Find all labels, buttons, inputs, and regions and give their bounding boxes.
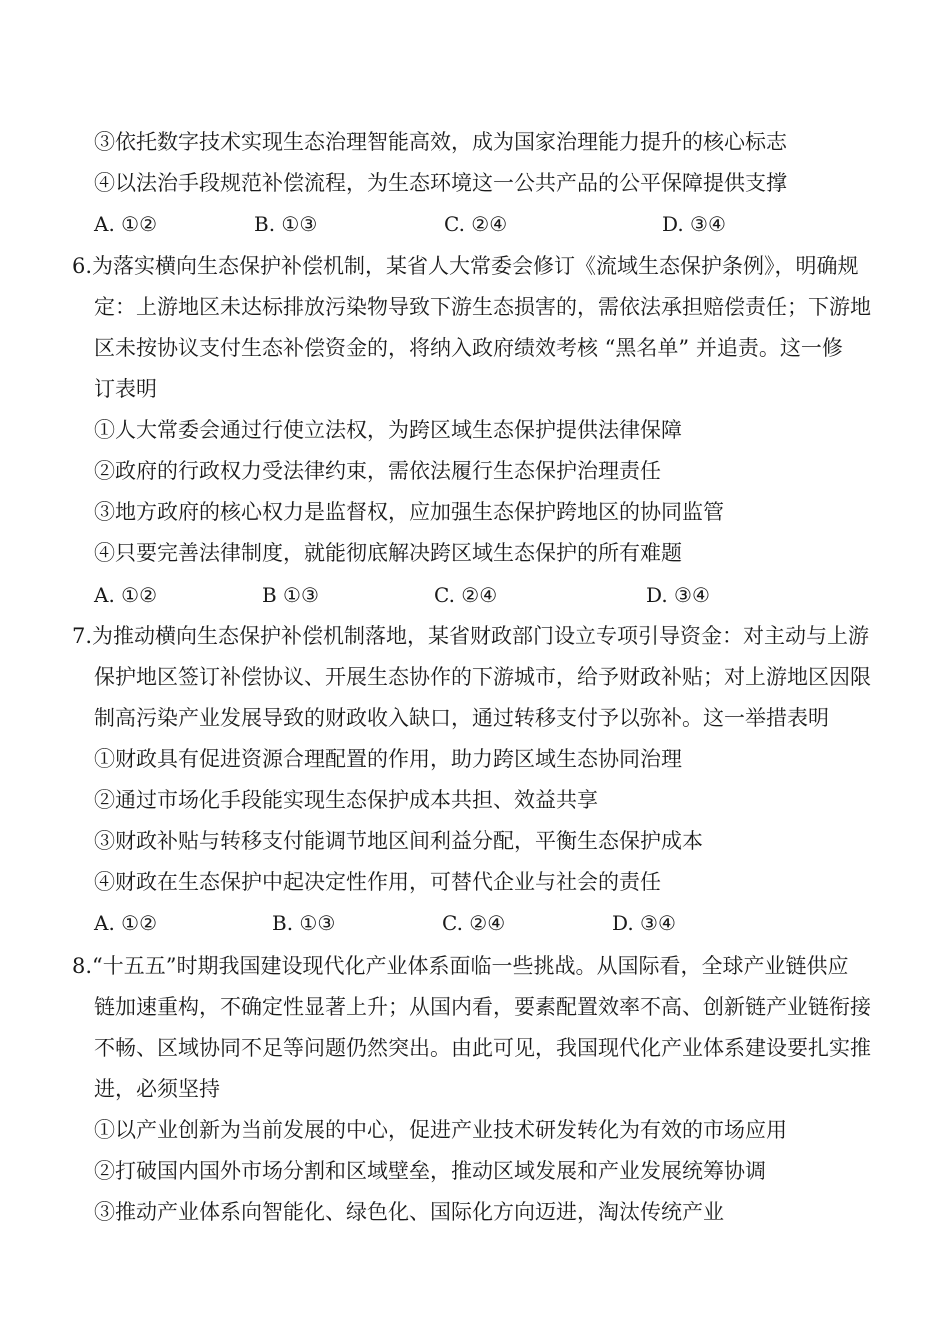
q6-option-a[interactable]: A. ①② — [94, 583, 158, 607]
q6-option-c[interactable]: C. ②④ — [434, 583, 498, 607]
q6-statement-1: ①人大常委会通过行使立法权，为跨区域生态保护提供法律保障 — [94, 418, 682, 442]
q6-option-b[interactable]: B ①③ — [262, 583, 319, 607]
q7-option-b[interactable]: B. ①③ — [272, 911, 336, 935]
q8-statement-3: ③推动产业体系向智能化、绿色化、国际化方向迈进，淘汰传统产业 — [94, 1200, 724, 1224]
q7-statement-4: ④财政在生态保护中起决定性作用，可替代企业与社会的责任 — [94, 870, 661, 894]
q8-statement-2: ②打破国内国外市场分割和区域壁垒，推动区域发展和产业发展统筹协调 — [94, 1159, 766, 1183]
q7-stem-line-2: 保护地区签订补偿协议、开展生态协作的下游城市，给予财政补贴；对上游地区因限 — [94, 665, 871, 689]
q7-stem-line-3: 制高污染产业发展导致的财政收入缺口，通过转移支付予以弥补。这一举措表明 — [94, 706, 829, 730]
q6-stem-line-3: 区未按协议支付生态补偿资金的，将纳入政府绩效考核 “黑名单” 并追责。这一修 — [94, 336, 843, 360]
q5-option-a[interactable]: A. ①② — [94, 212, 158, 236]
q6-options — [94, 581, 884, 609]
q7-statement-2: ②通过市场化手段能实现生态保护成本共担、效益共享 — [94, 788, 598, 812]
q7-statement-1: ①财政具有促进资源合理配置的作用，助力跨区域生态协同治理 — [94, 747, 682, 771]
q8-stem-line-1: 8.“十五五”时期我国建设现代化产业体系面临一些挑战。从国际看，全球产业链供应 — [72, 954, 849, 978]
q6-statement-4: ④只要完善法律制度，就能彻底解决跨区域生态保护的所有难题 — [94, 541, 682, 565]
q7-options — [94, 909, 884, 937]
q6-statement-3: ③地方政府的核心权力是监督权，应加强生态保护跨地区的协同监管 — [94, 500, 724, 524]
q6-stem-line-4: 订表明 — [94, 377, 157, 401]
q6-stem-line-2: 定：上游地区未达标排放污染物导致下游生态损害的，需依法承担赔偿责任；下游地 — [94, 295, 871, 319]
q5-option-d[interactable]: D. ③④ — [662, 212, 726, 236]
q5-statement-4: ④以法治手段规范补偿流程，为生态环境这一公共产品的公平保障提供支撑 — [94, 171, 787, 195]
q7-stem-line-1: 7.为推动横向生态保护补偿机制落地，某省财政部门设立专项引导资金：对主动与上游 — [72, 624, 870, 648]
q6-option-d[interactable]: D. ③④ — [646, 583, 710, 607]
q8-stem-line-2: 链加速重构，不确定性显著上升；从国内看，要素配置效率不高、创新链产业链衔接 — [94, 995, 871, 1019]
q6-stem-line-1: 6.为落实横向生态保护补偿机制，某省人大常委会修订《流域生态保护条例》，明确规 — [72, 254, 859, 278]
q8-statement-1: ①以产业创新为当前发展的中心，促进产业技术研发转化为有效的市场应用 — [94, 1118, 787, 1142]
q5-option-b[interactable]: B. ①③ — [254, 212, 318, 236]
q7-option-d[interactable]: D. ③④ — [612, 911, 676, 935]
q6-statement-2: ②政府的行政权力受法律约束，需依法履行生态保护治理责任 — [94, 459, 661, 483]
q7-option-a[interactable]: A. ①② — [94, 911, 158, 935]
q8-stem-line-4: 进，必须坚持 — [94, 1077, 220, 1101]
q7-statement-3: ③财政补贴与转移支付能调节地区间利益分配，平衡生态保护成本 — [94, 829, 703, 853]
q5-options — [94, 210, 884, 238]
q5-statement-3: ③依托数字技术实现生态治理智能高效，成为国家治理能力提升的核心标志 — [94, 130, 787, 154]
q7-option-c[interactable]: C. ②④ — [442, 911, 506, 935]
q5-option-c[interactable]: C. ②④ — [444, 212, 508, 236]
q8-stem-line-3: 不畅、区域协同不足等问题仍然突出。由此可见，我国现代化产业体系建设要扎实推 — [94, 1036, 871, 1060]
